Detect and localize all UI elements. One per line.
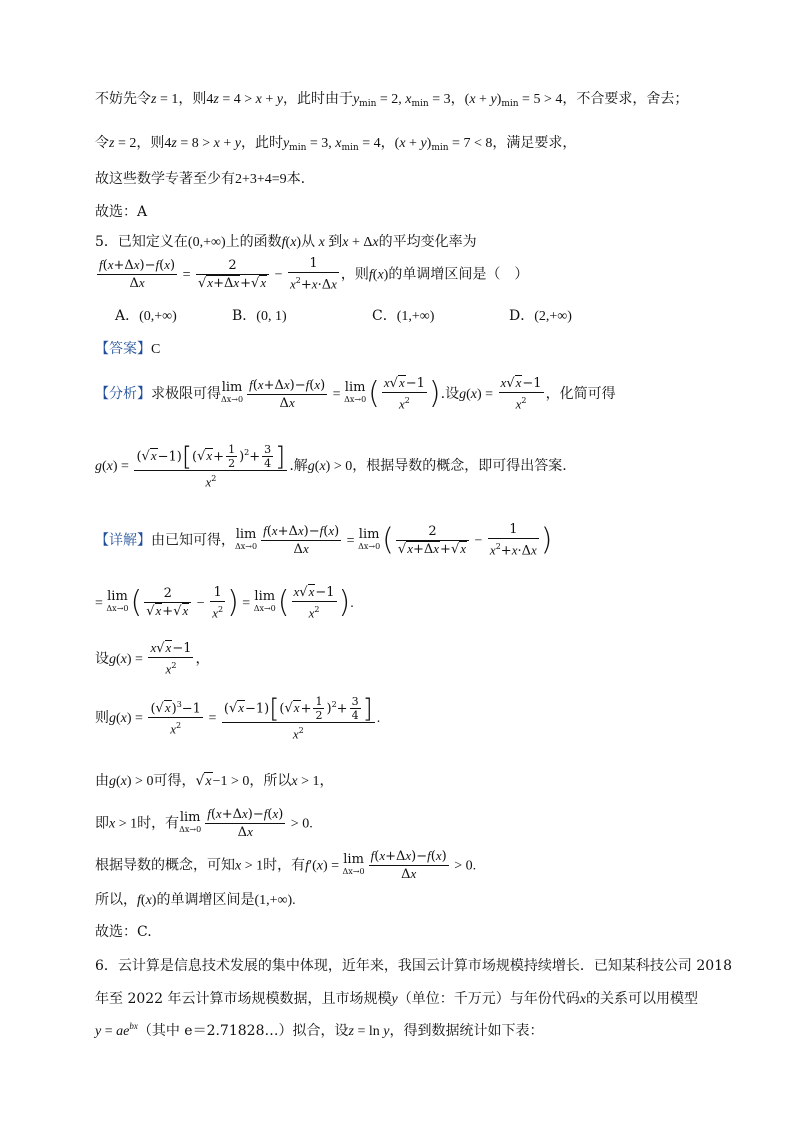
detail-line-5: 由g(x) > 0可得，√x−1 > 0，所以x > 1， bbox=[95, 773, 334, 789]
option-d: D．(2,+∞) bbox=[509, 308, 572, 324]
question-5-formula: $\frac{f(x+\Delta x)-f(x)}{\Delta x}$ = $\frac{2}{√x+\Delta x+√x}$ − $\frac{1}{x^2+x\cdot\Delta x}$ ，则f(x)的单调增区间是（ ） bbox=[99, 256, 529, 293]
text-line-2: 令z = 2，则4z = 8 > x + y，此时$y_{min} = 3$, $x_{min} = 4$，$(x + y)_{min} = 7 < 8$，满足要求， bbox=[95, 135, 577, 153]
option-b: B．(0, 1) bbox=[232, 308, 287, 324]
detail-line-4: 则g(x) = $\frac{(√x)^3-1}{x^2}$ = (√x−1)[(√x+ $\frac{1}{2}$ )$^2$+ $\frac{3}{4}$ ] $x^2$ . bbox=[95, 693, 381, 742]
detail-line-2: = lim Δx→0 ( $\frac{2}{√x+√x}$ − $\frac{1}{x^2}$ ) = lim Δx→0 ( $\frac{x√x-1}{x^2}$ ). bbox=[95, 584, 354, 621]
detail-line-8: 所以，f(x)的单调增区间是(1,+∞). bbox=[95, 892, 296, 908]
analysis-line-1: 【分析】求极限可得 lim Δx→0 $\frac{f(x+\Delta x)-f(x)}{\Delta x}$ = lim Δx→0 ( $\frac{x√x-1}{x^2}$ ).设g(x) = $\frac{x√x-1}{x^2}$ ，化简可得 bbox=[95, 375, 616, 412]
question-6-line-3: $y = ae^{bx}$（其中 e＝2.71828…）拟合，设z = ln y，得到数据统计如下表： bbox=[95, 1021, 544, 1039]
question-5-stem: 5．已知定义在(0,+∞)上的函数f(x)从 x 到x + Δx的平均变化率为 bbox=[95, 234, 477, 250]
option-a: A．(0,+∞) bbox=[115, 308, 177, 324]
analysis-line-2: g(x) = (√x−1)[(√x+ $\frac{1}{2}$ )$^2$+ $\frac{3}{4}$ ] $x^2$ .解g(x) > 0，根据导数的概念，即可得出答案. bbox=[95, 441, 567, 490]
text-line-3: 故这些数学专著至少有2+3+4=9本. bbox=[95, 171, 306, 187]
detail-line-9: 故选：C. bbox=[95, 924, 152, 940]
detail-line-6: 即x > 1时，有 lim Δx→0 $\frac{f(x+\Delta x)-f(x)}{\Delta x}$ > 0. bbox=[95, 806, 313, 840]
option-c: C．(1,+∞) bbox=[372, 308, 435, 324]
question-6-line-2: 年至 2022 年云计算市场规模数据，且市场规模y（单位：千万元）与年份代码x的关系可以用模型 bbox=[95, 991, 698, 1007]
text-line-1: 不妨先令z = 1，则4z = 4 > x + y，此时由于$y_{min} = 2$, $x_{min} = 3$，$(x + y)_{min} = 5 > 4$，不合要求，舍去； bbox=[95, 91, 689, 109]
detail-line-1: 【详解】由已知可得， lim Δx→0 $\frac{f(x+\Delta x)-f(x)}{\Delta x}$ = lim Δx→0 ( $\frac{2}{√x+\Delta x+√x}$ − $\frac{1}{x^2+x\cdot\Delta x}$ ) bbox=[95, 522, 553, 559]
detail-line-7: 根据导数的概念，可知x > 1时，有f′(x) = lim Δx→0 $\frac{f(x+\Delta x)-f(x)}{\Delta x}$ > 0. bbox=[95, 848, 477, 882]
text-line-4: 故选：A bbox=[95, 204, 148, 220]
question-6-line-1: 6．云计算是信息技术发展的集中体现，近年来，我国云计算市场规模持续增长．已知某科技公司 2018 bbox=[95, 958, 732, 974]
answer-line: 【答案】C bbox=[95, 341, 161, 357]
detail-line-3: 设g(x) = $\frac{x√x-1}{x^2}$ ， bbox=[95, 640, 210, 677]
